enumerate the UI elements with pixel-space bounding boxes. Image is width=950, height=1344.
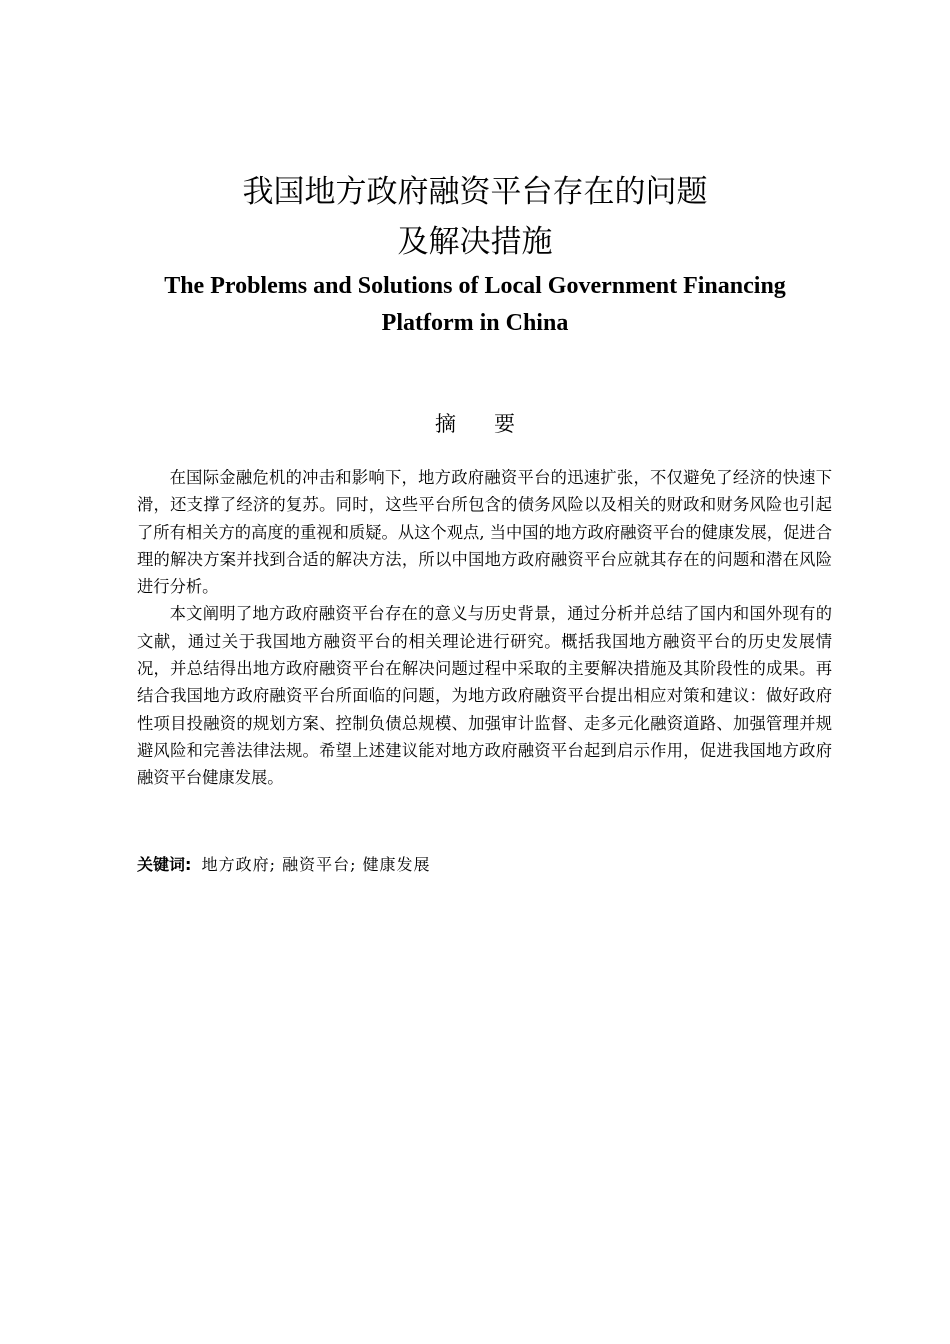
chinese-title-line-2: 及解决措施 [397,224,553,260]
abstract-heading [0,410,950,438]
abstract-body [137,464,832,792]
keywords-label: 关键词 [137,855,186,874]
english-title: The Problems and Solutions of Local Government Financing Platform in China [164,273,786,336]
chinese-title-line-1: 我国地方政府融资平台存在的问题 [242,174,708,210]
abstract-heading-char-1: 摘 [435,412,456,436]
keywords-line [137,852,431,878]
abstract-paragraph-1: 在国际金融危机的冲击和影响下，地方政府融资平台的迅速扩张，不仅避免了经济的快速下滑，还支撑了经济的复苏。同时，这些平台所包含的债务风险以及相关的财政和财务风险也引起了所有相关方的高度的重视和质疑。从这个观点, 当中国的地方政府融资平台的健康发展，促进合理的解决方案并找到合适的解决方法，所以中国地方政府融资平台应就其存在的问题和潜在风险进行分析。 [137,468,832,597]
keywords-separator: : [185,855,192,874]
keywords-values: 地方政府; 融资平台; 健康发展 [201,855,431,874]
abstract-paragraph-2: 本文阐明了地方政府融资平台存在的意义与历史背景，通过分析并总结了国内和国外现有的文献，通过关于我国地方融资平台的相关理论进行研究。概括我国地方融资平台的历史发展情况，并总结得出地方政府融资平台在解决问题过程中采取的主要解决措施及其阶段性的成果。再结合我国地方政府融资平台所面临的问题，为地方政府融资平台提出相应对策和建议：做好政府性项目投融资的规划方案、控制负债总规模、加强审计监督、走多元化融资道路、加强管理并规避风险和完善法律法规。希望上述建议能对地方政府融资平台起到启示作用，促进我国地方政府融资平台健康发展。 [137,604,832,788]
abstract-heading-char-2: 要 [494,412,515,436]
